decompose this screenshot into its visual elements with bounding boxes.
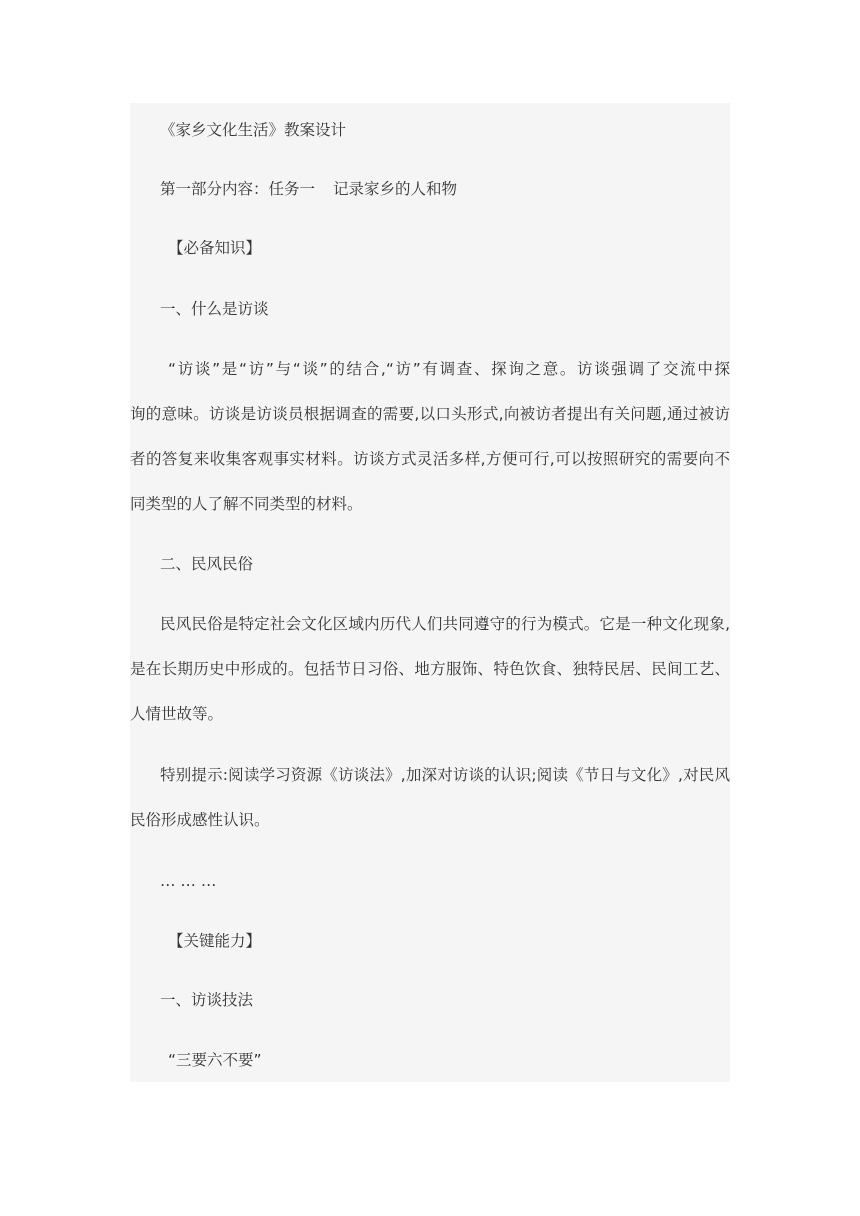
- item1-heading: 一、什么是访谈: [160, 300, 269, 318]
- item1-para-line: “访谈”是“访”与“谈”的结合,“访”有调查、探询之意。访谈强调了交流中探: [168, 360, 730, 378]
- document-title: 《家乡文化生活》教案设计: [160, 121, 347, 139]
- item2-para-line: 人情世故等。: [130, 705, 224, 723]
- item2-para-line: 是在长期历史中形成的。包括节日习俗、地方服饰、特色饮食、独特民居、民间工艺、: [130, 660, 730, 678]
- ellipsis: … … …: [160, 872, 217, 890]
- tip-line: 民俗形成感性认识。: [130, 811, 270, 829]
- key-ability-heading: 【关键能力】: [168, 932, 262, 950]
- skill-heading: 一、访谈技法: [160, 991, 254, 1009]
- section-heading-left: 第一部分内容：任务一: [160, 180, 316, 198]
- item2-heading: 二、民风民俗: [160, 555, 254, 573]
- item1-para-line: 询的意味。访谈是访谈员根据调查的需要,以口头形式,向被访者提出有关问题,通过被访: [130, 405, 730, 423]
- skill-quote: “三要六不要”: [168, 1051, 262, 1069]
- tip-line: 特别提示:阅读学习资源《访谈法》,加深对访谈的认识;阅读《节日与文化》,对民风: [160, 766, 730, 784]
- required-knowledge-heading: 【必备知识】: [168, 239, 262, 257]
- document-page: [130, 103, 730, 1082]
- section-heading-right: 记录家乡的人和物: [333, 180, 458, 198]
- section-heading: [130, 179, 730, 199]
- item1-para-line: 同类型的人了解不同类型的材料。: [130, 495, 363, 513]
- item2-para-line: 民风民俗是特定社会文化区域内历代人们共同遵守的行为模式。它是一种文化现象,: [160, 615, 730, 633]
- item1-para-line: 者的答复来收集客观事实材料。访谈方式灵活多样,方便可行,可以按照研究的需要向不: [130, 450, 730, 468]
